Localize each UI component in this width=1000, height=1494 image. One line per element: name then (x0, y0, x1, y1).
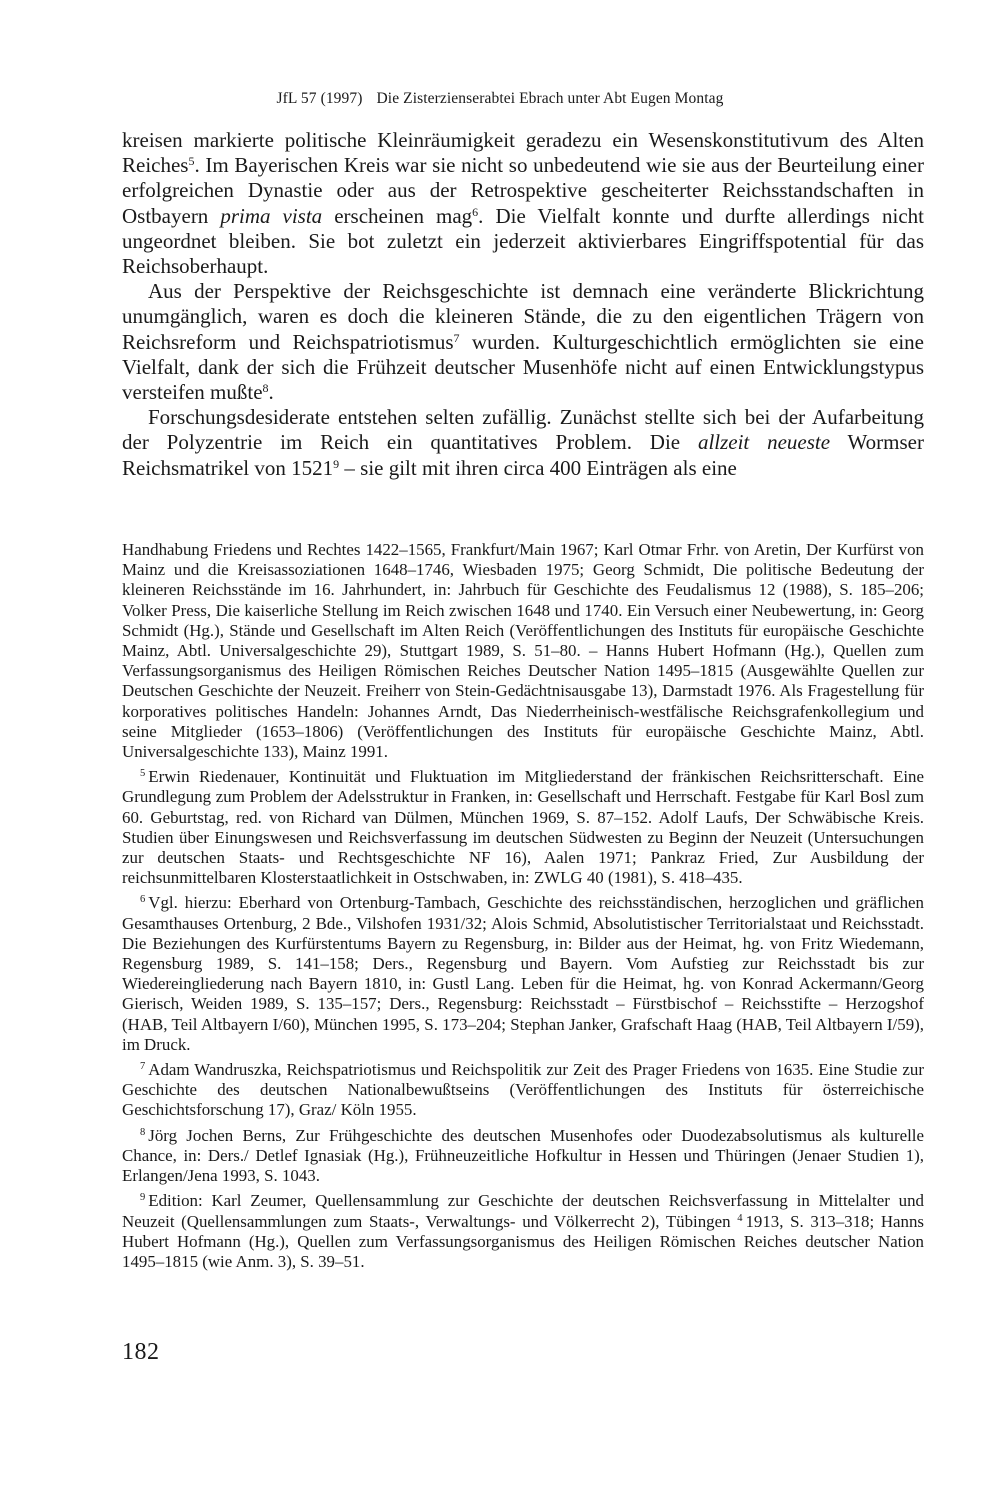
footnote-number: 7 (140, 1061, 146, 1073)
body-paragraph: Aus der Perspektive der Reichsgeschichte ist demnach eine veränderte Blickrichtung unumgänglich, waren es doch die kleineren Stände, die zu den eigentlichen Trägern von Reichsreform und Reichspatriotismus$^7$ wurden. Kulturgeschichtlich ermöglichten sie eine Vielfalt, dank der sich die Frühzeit deutscher Musenhöfe nicht auf einen Entwicklungstypus versteifen mußte$^8$. (122, 279, 924, 405)
footnote-8: $^8$ Jörg Jochen Berns, Zur Frühgeschichte des deutschen Musenhofes oder Duodezabsolutismus als kulturelle Chance, in: Ders./ Detlef Ignasiak (Hg.), Frühneuzeitliche Hofkultur in Hessen und Thüringen (Jenaer Studien 1), Erlangen/Jena 1993, S. 1043. (122, 1125, 924, 1186)
footnote-9: $^9$ Edition: Karl Zeumer, Quellensammlung zur Geschichte der deutschen Reichsverfassung in Mittelalter und Neuzeit (Quellensammlungen zum Staats-, Verwaltungs- und Völkerrecht 2), Tübingen $^4$ 1913, S. 313–318; Hanns Hubert Hofmann (Hg.), Quellen zum Verfassungsorganismus des Heiligen Römischen Reiches deutscher Nation 1495–1815 (wie Anm. 3), S. 39–51. (122, 1191, 925, 1271)
body-paragraph: Forschungsdesiderate entstehen selten zufällig. Zunächst stellte sich bei der Aufarbeitung der Polyzentrie im Reich ein quantitatives Problem. Die allzeit neueste Wormser Reichsmatrikel von 1521$^9$ – sie gilt mit ihren circa 400 Einträgen als eine (122, 405, 924, 480)
footnote-continuation: Handhabung Friedens und Rechtes 1422–1565, Frankfurt/Main 1967; Karl Otmar Frhr. von Aretin, Der Kurfürst von Mainz und die Kreisassoziationen 1648–1746, Wiesbaden 1975; Georg Schmidt, Die politische Bedeutung der kleineren Reichsstände im 16. Jahrhundert, in: Jahrbuch für Geschichte des Feudalismus 12 (1988), S. 185–206; Volker Press, Die kaiserliche Stellung im Reich zwischen 1648 und 1740. Ein Versuch einer Neubewertung, in: Georg Schmidt (Hg.), Stände und Gesellschaft im Alten Reich (Veröffentlichungen des Instituts für europäische Geschichte Mainz, Abtl. Universalgeschichte 29), Stuttgart 1989, S. 51–80. – Hanns Hubert Hofmann (Hg.), Quellen zum Verfassungsorganismus des Heiligen Römischen Reiches Deutscher Nation 1495–1815 (Ausgewählte Quellen zur Deutschen Geschichte der Neuzeit. Freiherr von Stein-Gedächtnisausgabe 13), Darmstadt 1976. Als Fragestellung für korporatives politisches Handeln: Johannes Arndt, Das Niederrheinisch-westfälische Reichsgrafenkollegium und seine Mitglieder (1653–1806) (Veröffentlichungen des Instituts für europäische Geschichte Mainz, Abtl. Universalgeschichte 133), Mainz 1991. (122, 540, 924, 762)
footnote-number: 8 (140, 1126, 146, 1138)
edition-superscript: 4 (737, 1212, 743, 1224)
footnote-ref: 5 (188, 154, 195, 169)
page-number: 182 (122, 1339, 160, 1365)
body-text (122, 128, 924, 481)
footnote-ref: 9 (333, 456, 340, 471)
footnote-5: $^5$ Erwin Riedenauer, Kontinuität und Fluktuation im Mitgliederstand der fränkischen Reichsritterschaft. Eine Grundlegung zum Problem der Adelsstruktur in Franken, in: Gesellschaft und Herrschaft. Festgabe für Karl Bosl zum 60. Geburtstag, red. von Richard van Dülmen, München 1969, S. 87–152. Adolf Laufs, Der Schwäbische Kreis. Studien über Einungswesen und Reichsverfassung im deutschen Südwesten zu Beginn der Neuzeit (Untersuchungen zur deutschen Staats- und Rechtsgeschichte NF 16), Aalen 1971; Pankraz Fried, Zur Ausbildung der reichsunmittelbaren Klosterstaatlichkeit in Ostschwaben, in: ZWLG 40 (1981), S. 418–435. (122, 767, 924, 888)
footnote-7: $^7$ Adam Wandruszka, Reichspatriotismus und Reichspolitik zur Zeit des Prager Friedens von 1635. Eine Studie zur Geschichte des deutschen Nationalbewußtseins (Veröffentlichungen des Instituts für österreichische Geschichtsforschung 17), Graz/ Köln 1955. (122, 1060, 924, 1120)
footnote-6: $^6$ Vgl. hierzu: Eberhard von Ortenburg-Tambach, Geschichte des reichsständischen, herzoglichen und gräflichen Gesamthauses Ortenburg, 2 Bde., Vilshofen 1931/32; Alois Schmid, Absolutistischer Territorialstaat und Reichsstadt. Die Beziehungen des Kurfürstentums Bayern zu Regensburg, in: Bilder aus der Heimat, hg. von Fritz Wiedemann, Regensburg 1989, S. 141–158; Ders., Regensburg und Bayern. Vom Aufstieg zur Reichsstadt bis zur Wiedereingliederung nach Bayern 1810, in: Gustl Lang. Leben für die Heimat, hg. von Konrad Ackermann/Georg Gierisch, Weiden 1989, S. 135–157; Ders., Regensburg: Reichsstadt – Fürstbischof – Reichsstifte – Herzogshof (HAB, Teil Altbayern I/60), München 1995, S. 173–204; Stephan Janker, Grafschaft Haag (HAB, Teil Altbayern I/59), im Druck. (122, 893, 924, 1054)
body-paragraph: kreisen markierte politische Kleinräumigkeit geradezu ein Wesenskonstitutivum des Alten Reiches$^5$. Im Bayerischen Kreis war sie nicht so unbedeutend wie sie aus der Beurteilung einer erfolgreichen Dynastie oder aus der Retrospektive gescheiterter Reichsstandschaften in Ostbayern prima vista erscheinen mag$^6$. Die Vielfalt konnte und durfte allerdings nicht ungeordnet bleiben. Sie bot zuletzt ein jederzeit aktivierbares Eingriffspotential für das Reichsoberhaupt. (122, 128, 924, 279)
running-header (0, 90, 1000, 108)
footnotes (122, 540, 924, 1277)
footnote-ref: 6 (472, 204, 479, 219)
footnote-ref: 7 (453, 330, 460, 345)
article-title: Die Zisterzienserabtei Ebrach unter Abt Eugen Montag (376, 90, 724, 107)
footnote-ref: 8 (262, 381, 269, 396)
footnote-number: 9 (140, 1192, 146, 1204)
italic-phrase: allzeit neueste (697, 430, 831, 455)
journal-citation: JfL 57 (1997) (276, 90, 363, 107)
italic-phrase: prima vista (220, 203, 323, 228)
footnote-number: 5 (140, 768, 146, 780)
footnote-number: 6 (140, 894, 146, 906)
